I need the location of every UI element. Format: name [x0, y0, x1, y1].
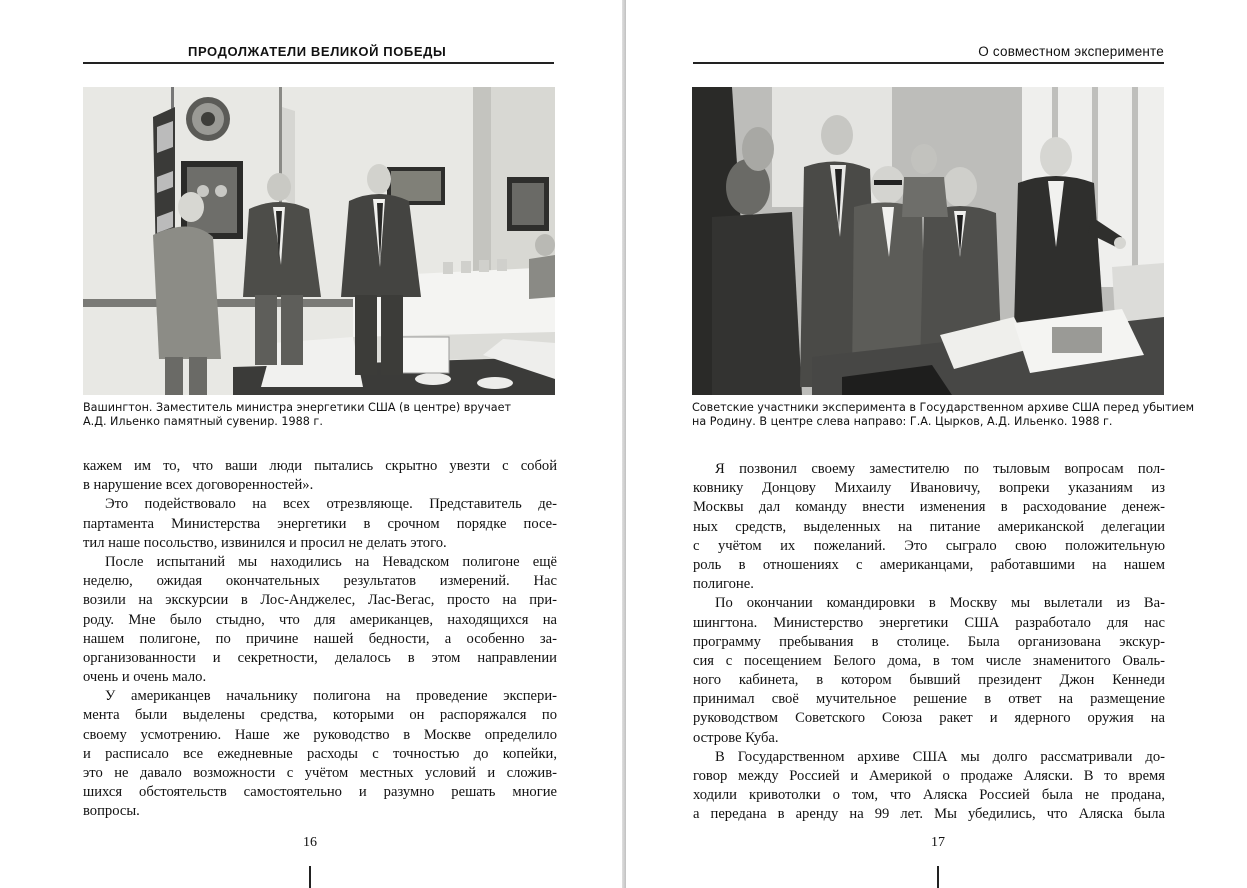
text-line: принимал своё мучительное решение в ответ на размещение — [693, 691, 1165, 708]
text-line: ного кабинета, в котором бывший президент Джон Кеннеди — [693, 672, 1165, 689]
text-line: неделю, ожидая окончательных результатов измерений. Нас — [83, 573, 557, 590]
left-page — [0, 0, 622, 888]
text-line: острове Куба. — [693, 729, 779, 746]
running-head-right: О совместном эксперименте — [978, 44, 1164, 59]
text-line: роду. Мне было стыдно, что для американцев, находящихся на — [83, 611, 557, 628]
header-rule-left — [83, 62, 554, 64]
text-line: это не давало возможности с учётом местных условий и сложив- — [83, 765, 557, 781]
text-line: с учётом их пожеланий. Это сыграло свою положительную — [693, 537, 1165, 554]
text-line: После испытаний мы находились на Невадском полигоне ещё — [105, 553, 557, 570]
caption-line: на Родину. В центре слева направо: Г.А. Цырков, А.Д. Ильенко. 1988 г. — [692, 415, 1113, 428]
text-line: У американцев начальнику полигона на проведение экспери- — [105, 688, 557, 705]
text-line: очень и очень мало. — [83, 669, 207, 686]
body-text-left — [83, 457, 557, 822]
page-number-left: 16 — [303, 835, 317, 850]
text-line: роль в отношениях с американцами, работавшими на нашем — [693, 556, 1165, 573]
text-line: Это подействовало на всех отрезвляюще. Представитель де- — [105, 496, 557, 513]
text-line: партамента Министерства энергетики в срочном порядке посе- — [83, 515, 557, 532]
text-line: кажем им то, что ваши люди пытались скрытно увезти с собой — [83, 458, 557, 474]
caption-line: А.Д. Ильенко памятный сувенир. 1988 г. — [83, 415, 323, 428]
text-line: По окончании командировки в Москву мы вылетали из Ва- — [715, 595, 1165, 612]
text-line: в нарушение всех договоренностей». — [83, 477, 314, 494]
text-line: Москвы дал команду внести изменения в расходование денеж- — [693, 499, 1165, 516]
text-line: тил наше посольство, извинился и просил не делать этого. — [83, 534, 447, 551]
text-line: а передана в аренду на 99 лет. Мы убедились, что Аляска была — [693, 806, 1165, 823]
photo-archive-visit — [692, 87, 1164, 395]
page-tick-left — [309, 866, 311, 888]
text-line: В Государственном архиве США мы долго рассматривали до- — [715, 748, 1165, 765]
photo-caption-right — [692, 401, 1195, 429]
running-head-left: ПРОДОЛЖАТЕЛИ ВЕЛИКОЙ ПОБЕДЫ — [188, 44, 447, 59]
text-line: ковнику Донцову Михаилу Ивановичу, вопреки указаниям из — [693, 480, 1165, 497]
text-line: ных средств, выделенных на питание американской делегации — [693, 518, 1165, 535]
text-line: организованности и секретности, делалось в этом направлении — [83, 649, 557, 666]
caption-line: Советские участники эксперимента в Государственном архиве США перед убытием — [692, 401, 1195, 414]
photo-caption-left — [83, 401, 558, 429]
text-line: программу пребывания в столице. Была организована экскур- — [693, 633, 1165, 650]
text-line: ходили кривотолки о том, что Аляска Россией была не продана, — [693, 787, 1165, 804]
caption-line: Вашингтон. Заместитель министра энергетики США (в центре) вручает — [83, 401, 511, 414]
text-line: говор между Россией и Америкой о продаже Аляски. В то время — [693, 768, 1165, 784]
text-line: сия с посещением Белого дома, в том числе знаменитого Оваль- — [693, 652, 1165, 669]
page-number-right: 17 — [931, 835, 945, 850]
page-tick-right — [937, 866, 939, 888]
text-line: шихся обстоятельств самостоятельно и разумно решать многие — [83, 784, 557, 801]
text-line: возили на экскурсии в Лос-Анджелес, Лас-Вегас, просто на при- — [83, 592, 557, 609]
right-page — [626, 0, 1247, 888]
text-line: вопросы. — [83, 803, 140, 820]
text-line: руководством Советского Союза ракет и ядерного оружия на — [693, 710, 1165, 727]
text-line: шингтона. Министерство энергетики США разработало для нас — [693, 614, 1165, 631]
text-line: мента были выделены средства, которыми он распоряжался по — [83, 707, 557, 724]
text-line: полигоне. — [693, 576, 754, 593]
header-rule-right — [693, 62, 1164, 64]
text-line: и расписало все ежедневные расходы с точностью до копейки, — [83, 745, 557, 762]
photo-washington-meeting — [83, 87, 555, 395]
text-line: своему усмотрению. Наше же руководство в Москве определило — [83, 726, 557, 743]
body-text-right — [693, 460, 1165, 825]
text-line: Я позвонил своему заместителю по тыловым вопросам пол- — [715, 461, 1165, 477]
text-line: нашем полигоне, по причине нашей бедности, а особенно за- — [83, 630, 557, 647]
